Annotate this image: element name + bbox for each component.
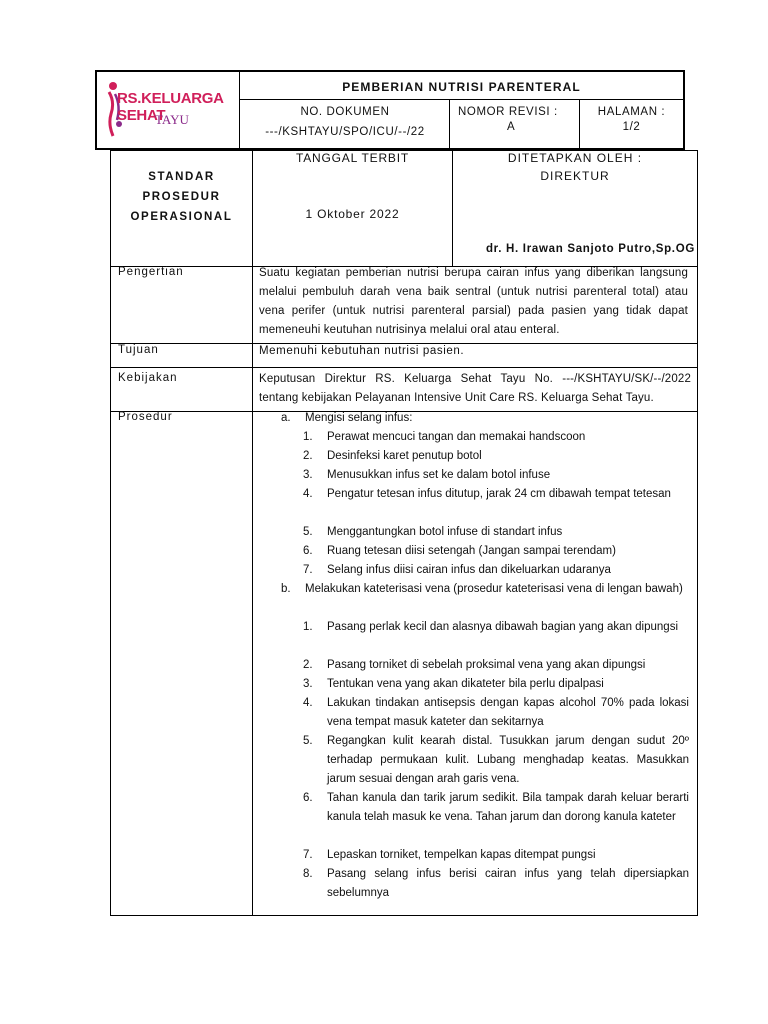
sop-title bbox=[111, 167, 252, 227]
pengertian-label: Pengertian bbox=[118, 266, 184, 278]
sop-table bbox=[110, 150, 698, 916]
a-number-5: 5. bbox=[303, 526, 313, 538]
b-number-5: 5. bbox=[303, 735, 313, 747]
b-item-7: Lepaskan torniket, tempelkan kapas ditempat pungsi bbox=[327, 849, 596, 861]
tujuan-label: Tujuan bbox=[118, 344, 159, 356]
b-item-3: Tentukan vena yang akan dikateter bila perlu dipalpasi bbox=[327, 678, 604, 690]
sop-title-line2: PROSEDUR bbox=[142, 191, 221, 203]
no-dokumen-cell bbox=[240, 100, 450, 148]
a-number-6: 6. bbox=[303, 545, 313, 557]
signatory-name: dr. H. Irawan Sanjoto Putro,Sp.OG bbox=[485, 243, 695, 255]
tanggal-terbit-label: TANGGAL TERBIT bbox=[296, 151, 409, 165]
a-item-5: Menggantungkan botol infuse di standart infus bbox=[327, 526, 563, 538]
b-number-6: 6. bbox=[303, 792, 313, 804]
a-number-3: 3. bbox=[303, 469, 313, 481]
hospital-logo bbox=[97, 72, 240, 148]
ditetapkan-role: DIREKTUR bbox=[540, 169, 610, 183]
b-item-8: Pasang selang infus berisi cairan infus yang telah dipersiapkan sebelumnya bbox=[327, 868, 689, 899]
nomor-revisi-value: A bbox=[507, 121, 516, 133]
a-number-7: 7. bbox=[303, 564, 313, 576]
document-header bbox=[95, 70, 685, 150]
b-number-3: 3. bbox=[303, 678, 313, 690]
a-number-4: 4. bbox=[303, 488, 313, 500]
a-number-2: 2. bbox=[303, 450, 313, 462]
ditetapkan-label: DITETAPKAN OLEH : bbox=[507, 151, 643, 165]
a-number-1: 1. bbox=[303, 431, 313, 443]
kebijakan-label: Kebijakan bbox=[118, 372, 178, 384]
sop-title-line3: OPERASIONAL bbox=[130, 211, 233, 223]
halaman-cell bbox=[580, 100, 683, 148]
halaman-label: HALAMAN : bbox=[597, 106, 666, 118]
kebijakan-text: Keputusan Direktur RS. Keluarga Sehat Tayu No. ---/KSHTAYU/SK/--/2022 tentang kebijakan Pelayanan Intensive Unit Care RS. Keluarga Sehat Tayu. bbox=[259, 373, 691, 404]
b-item-4: Lakukan tindakan antisepsis dengan kapas alcohol 70% pada lokasi vena tempat masuk kateter dan sekitarnya bbox=[327, 697, 689, 728]
nomor-revisi-cell bbox=[450, 100, 580, 148]
section-b-title: Melakukan kateterisasi vena (prosedur kateterisasi vena di lengan bawah) bbox=[305, 583, 683, 595]
section-a-title: Mengisi selang infus: bbox=[305, 412, 413, 424]
document-title: PEMBERIAN NUTRISI PARENTERAL bbox=[240, 72, 683, 100]
a-item-4: Pengatur tetesan infus ditutup, jarak 24 cm dibawah tempat tetesan bbox=[327, 488, 671, 500]
b-number-8: 8. bbox=[303, 868, 313, 880]
b-item-2: Pasang torniket di sebelah proksimal vena yang akan dipungsi bbox=[327, 659, 646, 671]
no-dokumen-value: ---/KSHTAYU/SPO/ICU/--/22 bbox=[265, 126, 425, 138]
a-item-2: Desinfeksi karet penutup botol bbox=[327, 450, 482, 462]
tujuan-text: Memenuhi kebutuhan nutrisi pasien. bbox=[259, 345, 465, 357]
logo-subtitle: TAYU bbox=[155, 112, 189, 127]
a-item-1: Perawat mencuci tangan dan memakai handscoon bbox=[327, 431, 586, 443]
no-dokumen-label: NO. DOKUMEN bbox=[300, 106, 390, 118]
sop-title-line1: STANDAR bbox=[148, 171, 215, 183]
b-item-5: Regangkan kulit kearah distal. Tusukkan jarum dengan sudut 20º terhadap permukaan kulit. Lubang menghadap keatas. Masukkan jarum sesuai dengan arah garis vena. bbox=[327, 735, 689, 785]
pengertian-text: Suatu kegiatan pemberian nutrisi berupa cairan infus yang diberikan langsung melalui pembuluh darah vena baik sentral (untuk nutrisi parenteral total) atau vena perifer (untuk nutrisi parenteral parsial) pada pasien yang tidak dapat memeneuhi keutuhan nutrisinya melalui oral atau enteral. bbox=[259, 267, 688, 336]
list-marker-b: b. bbox=[281, 583, 291, 595]
b-number-2: 2. bbox=[303, 659, 313, 671]
prosedur-label: Prosedur bbox=[118, 411, 173, 423]
b-item-1: Pasang perlak kecil dan alasnya dibawah bagian yang akan dipungsi bbox=[327, 621, 678, 633]
tanggal-terbit-value: 1 Oktober 2022 bbox=[305, 207, 400, 221]
a-item-7: Selang infus diisi cairan infus dan dikeluarkan udaranya bbox=[327, 564, 611, 576]
b-item-6: Tahan kanula dan tarik jarum sedikit. Bila tampak darah keluar berarti kanula telah masuk ke vena. Tahan jarum dan dorong kanula kateter bbox=[327, 792, 689, 823]
logo-name: RS.KELUARGA SEHAT bbox=[117, 90, 224, 124]
b-number-7: 7. bbox=[303, 849, 313, 861]
a-item-6: Ruang tetesan diisi setengah (Jangan sampai terendam) bbox=[327, 545, 616, 557]
nomor-revisi-label: NOMOR REVISI : bbox=[458, 106, 558, 118]
b-number-4: 4. bbox=[303, 697, 313, 709]
b-number-1: 1. bbox=[303, 621, 313, 633]
list-marker-a: a. bbox=[281, 412, 291, 424]
halaman-value: 1/2 bbox=[622, 121, 641, 133]
a-item-3: Menusukkan infus set ke dalam botol infuse bbox=[327, 469, 551, 481]
